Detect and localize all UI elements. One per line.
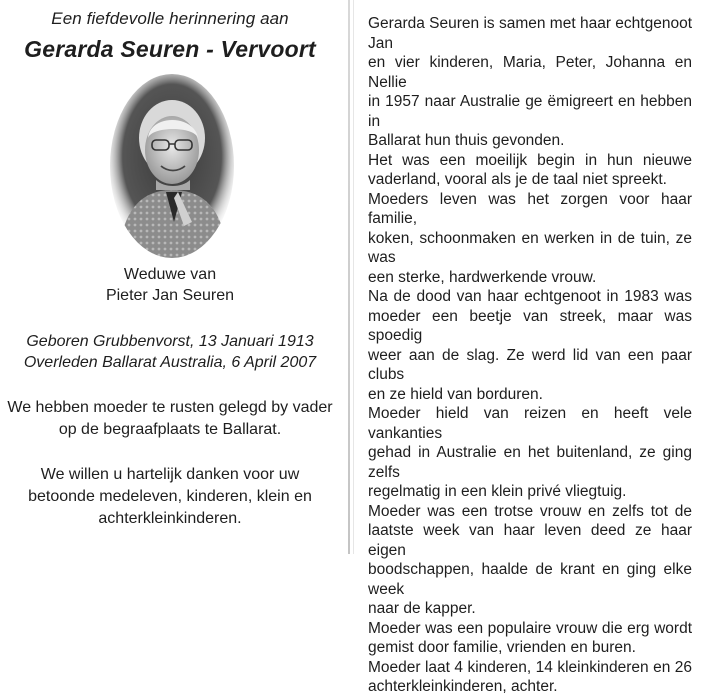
biography-paragraph [368,658,692,697]
biography-paragraph [368,190,692,288]
portrait-photo [108,72,236,260]
biography-paragraph [368,151,692,190]
fold-line-shadow [353,0,354,554]
biography-line: koken, schoonmaken en werken in de tuin, ze was [368,229,692,266]
burial-line: op de begraafplaats te Ballarat. [58,421,282,438]
biography-line: Na de dood van haar echtgenoot in 1983 was [368,288,692,305]
thanks-line: betoonde medeleven, kinderen, klein en [28,488,312,505]
biography-line: Moeder hield van reizen en heeft vele vankanties [368,405,692,442]
biography-line: vaderland, vooral als je de taal niet spreekt. [368,171,667,188]
burial-text [0,397,340,441]
biography-line: moeder een beetje van streek, maar was spoedig [368,307,692,344]
biography-line: gemist door familie, vrienden en buren. [368,639,636,656]
biography-line: Gerarda Seuren is samen met haar echtgenoot Jan [368,15,692,52]
biography-paragraph [368,404,692,502]
widow-of [0,264,340,306]
biography-line: boodschappen, haalde de krant en ging elke week [368,561,692,598]
fold-line [348,0,350,554]
biography-line: Moeder was een populaire vrouw die erg wordt [368,619,692,637]
biography-line: weer aan de slag. Ze werd lid van een paar clubs [368,346,692,383]
biography-panel [368,14,692,697]
thanks-line: achterkleinkinderen. [98,510,242,527]
death-line: Overleden Ballarat Australia, 6 April 2007 [23,354,317,371]
biography-line: en ze hield van borduren. [368,385,543,403]
biography-line: Moeders leven was het zorgen voor haar familie, [368,190,692,227]
biography-line: laatste week van haar leven deed ze haar eigen [368,522,692,559]
biography-line: in 1957 naar Australie ge ëmigreert en hebben in [368,93,692,130]
biography-paragraph [368,287,692,404]
biography-line: gehad in Australie en het buitenland, ze ging zelfs [368,444,692,481]
life-dates [0,331,340,373]
biography-paragraph [368,502,692,619]
deceased-name: Gerarda Seuren - Vervoort [24,36,316,62]
husband-name: Pieter Jan Seuren [105,287,235,304]
widow-line: Weduwe van [123,266,217,283]
biography-line: Moeder laat 4 kinderen, 14 kleinkinderen en 26 [368,658,692,676]
burial-line: We hebben moeder te rusten gelegd by vader [7,399,333,416]
thanks-text [0,464,340,530]
biography-line: een sterke, hardwerkende vrouw. [368,268,597,286]
biography-line: Het was een moeilijk begin in hun nieuwe [368,151,692,169]
biography-line: Moeder was een trotse vrouw en zelfs tot de [368,502,692,520]
biography-line: achterkleinkinderen, achter. [368,678,558,695]
intro-text: Een fiefdevolle herinnering aan [51,9,289,28]
biography-line: naar de kapper. [368,600,476,617]
biography-paragraph [368,14,692,151]
birth-line: Geboren Grubbenvorst, 13 Januari 1913 [26,333,314,350]
biography-line: regelmatig in een klein privé vliegtuig. [368,483,627,500]
biography-paragraph [368,619,692,658]
biography-line: en vier kinderen, Maria, Peter, Johanna en Nellie [368,54,692,91]
thanks-line: We willen u hartelijk danken voor uw [40,466,300,483]
biography-line: Ballarat hun thuis gevonden. [368,132,565,149]
left-panel [0,0,348,554]
